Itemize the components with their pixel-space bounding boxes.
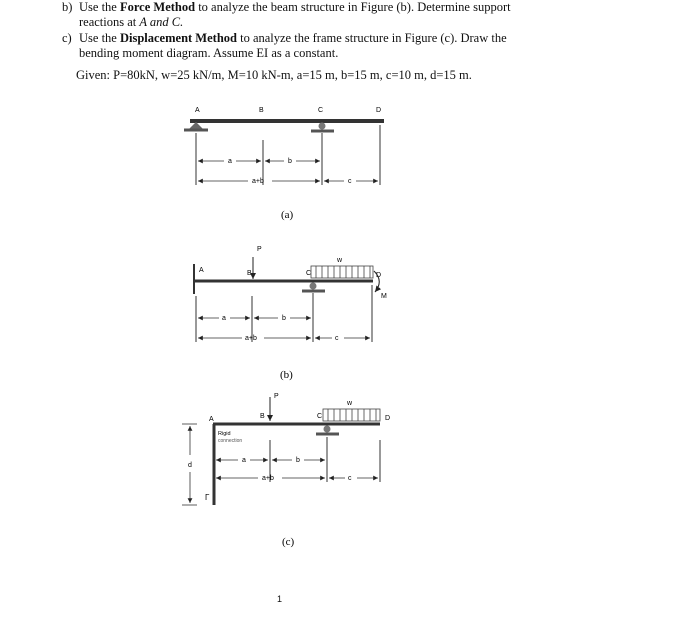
fig-a-node-d: D xyxy=(376,107,382,114)
figure-c xyxy=(182,393,390,548)
fig-c-load-p: P xyxy=(274,393,279,400)
fig-a-roller-support-c xyxy=(319,123,326,130)
fig-c-connection-label: connection xyxy=(218,438,243,444)
fig-a-node-a: A xyxy=(195,107,200,114)
fig-c-caption: (c) xyxy=(282,536,295,548)
fig-b-extension-lines xyxy=(196,285,372,342)
question-c-text: Use the Displacement Method to analyze the frame structure in Figure (c). Draw the bending moment diagram. Assume EI as a constant. xyxy=(79,31,507,60)
fig-a-dim-a: a xyxy=(228,158,232,165)
fig-b-load-w: w xyxy=(337,257,343,264)
page-number: 1 xyxy=(277,594,283,604)
fig-c-distributed-load-arrows xyxy=(328,409,376,421)
question-b-text: Use the Force Method to analyze the beam structure in Figure (b). Determine support reactions at A and C. xyxy=(79,0,511,29)
fig-c-dim-b: b xyxy=(296,457,300,464)
fig-a-caption: (a) xyxy=(281,209,294,221)
fig-c-roller-support-c xyxy=(324,426,331,433)
fig-b-caption: (b) xyxy=(280,369,293,381)
fig-b-node-c: C xyxy=(306,270,312,277)
fig-a-node-c: C xyxy=(318,107,324,114)
fig-a-dim-b: b xyxy=(288,158,292,165)
fig-c-load-w: w xyxy=(347,400,353,407)
question-c-label: c) xyxy=(62,31,72,45)
fig-a-dim-a-plus-b: a+b xyxy=(252,178,264,185)
fig-c-dim-c: c xyxy=(348,475,352,482)
fig-a-dim-c: c xyxy=(348,178,352,185)
fig-b-node-b: B xyxy=(247,270,252,277)
fig-b-distributed-load-arrows xyxy=(316,266,370,278)
fig-c-node-b: B xyxy=(260,413,265,420)
fig-c-distributed-load xyxy=(323,409,380,421)
fig-c-base-mark: Γ xyxy=(205,493,210,502)
fig-c-node-d: D xyxy=(385,415,391,422)
force-method-term: Force Method xyxy=(119,0,196,14)
fig-b-dim-a: a xyxy=(222,315,226,322)
fig-b-load-p: P xyxy=(257,246,262,253)
fig-b-dim-b: b xyxy=(282,315,286,322)
fig-b-dim-a-plus-b: a+b xyxy=(245,335,257,342)
question-b-label: b) xyxy=(62,0,73,14)
fig-a-extension-lines xyxy=(196,125,380,185)
fig-c-node-a: A xyxy=(209,416,214,423)
figure-a xyxy=(184,107,384,221)
fig-a-node-b: B xyxy=(259,107,264,114)
given-values: Given: P=80kN, w=25 kN/m, M=10 kN-m, a=15 m, b=15 m, c=10 m, d=15 m. xyxy=(76,68,472,82)
fig-c-dim-a: a xyxy=(242,457,246,464)
fig-c-node-c: C xyxy=(317,413,323,420)
fig-c-dim-a-plus-b: a+b xyxy=(262,475,274,482)
fig-c-dim-d: d xyxy=(188,462,192,469)
fig-b-load-m: M xyxy=(381,293,387,300)
fig-b-dim-c: c xyxy=(335,335,339,342)
fig-a-pin-support-a xyxy=(189,122,203,129)
fig-b-node-a: A xyxy=(199,267,204,274)
fig-b-node-d: D xyxy=(376,272,382,279)
fig-c-rigid-label: Rigid xyxy=(218,431,231,437)
displacement-method-term: Displacement Method xyxy=(119,31,237,45)
figure-b xyxy=(194,246,387,381)
fig-b-roller-support-c xyxy=(310,283,317,290)
